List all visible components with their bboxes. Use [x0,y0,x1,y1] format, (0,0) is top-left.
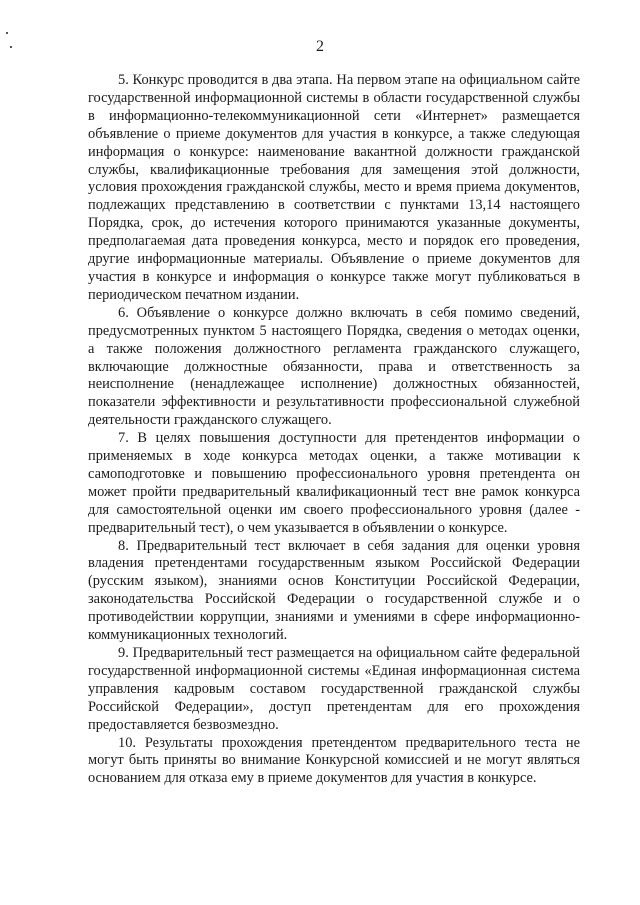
paragraph-6: 6. Объявление о конкурсе должно включать в себя помимо сведений, предусмотренных пунктом 5 настоящего Порядка, сведения о методах оценки, а также положения должностного регламента гражданского служащего, включающие должностные обязанности, права и ответственность за неисполнение (ненадлежащее исполнение) должностных обязанностей, показатели эффективности и результативности профессиональной служебной деятельности гражданского служащего. [88,304,580,429]
paragraph-7: 7. В целях повышения доступности для претендентов информации о применяемых в ходе конкурса методах оценки, а также мотивации к самоподготовке и повышению профессионального уровня претендента он может пройти предварительный квалификационный тест вне рамок конкурса для самостоятельной оценки им своего профессионального уровня (далее - предварительный тест), о чем указывается в объявлении о конкурсе. [88,430,580,536]
page-number: 2 [316,38,324,55]
paragraph-10: 10. Результаты прохождения претендентом предварительного теста не могут быть приняты во внимание Конкурсной комиссией и не могут являться основанием для отказа ему в приеме документов для участия в конкурсе. [88,734,580,787]
paragraph-5: 5. Конкурс проводится в два этапа. На первом этапе на официальном сайте государственной информационной системы в области государственной службы в информационно-телекоммуникационной сети «Интернет» размещается объявление о приеме документов для участия в конкурсе, а также следующая информация о конкурсе: наименование вакантной должности гражданской службы, квалификационные требования для замещения этой должности, условия прохождения гражданской службы, место и время приема документов, подлежащих представлению в соответствии с пунктами 13,14 настоящего Порядка, срок, до истечения которого принимаются указанные документы, предполагаемая дата проведения конкурса, место и порядок его проведения, другие информационные материалы. Объявление о приеме документов для участия в конкурсе и информация о конкурсе также могут публиковаться в периодическом печатном издании. [88,72,580,303]
document-body [88,72,580,788]
paragraph-9: 9. Предварительный тест размещается на официальном сайте федеральной государственной информационной системы «Единая информационная система управления кадровым составом государственной гражданской службы Российской Федерации», доступ претендентам для его прохождения предоставляется безвозмездно. [88,645,580,733]
paragraph-8: 8. Предварительный тест включает в себя задания для оценки уровня владения претендентами государственным языком Российской Федерации (русским языком), знаниями основ Конституции Российской Федерации, законодательства Российской Федерации о государственной службе и о противодействии коррупции, знаниями и умениями в сфере информационно-коммуникационных технологий. [88,537,580,644]
scan-mark [6,32,8,34]
